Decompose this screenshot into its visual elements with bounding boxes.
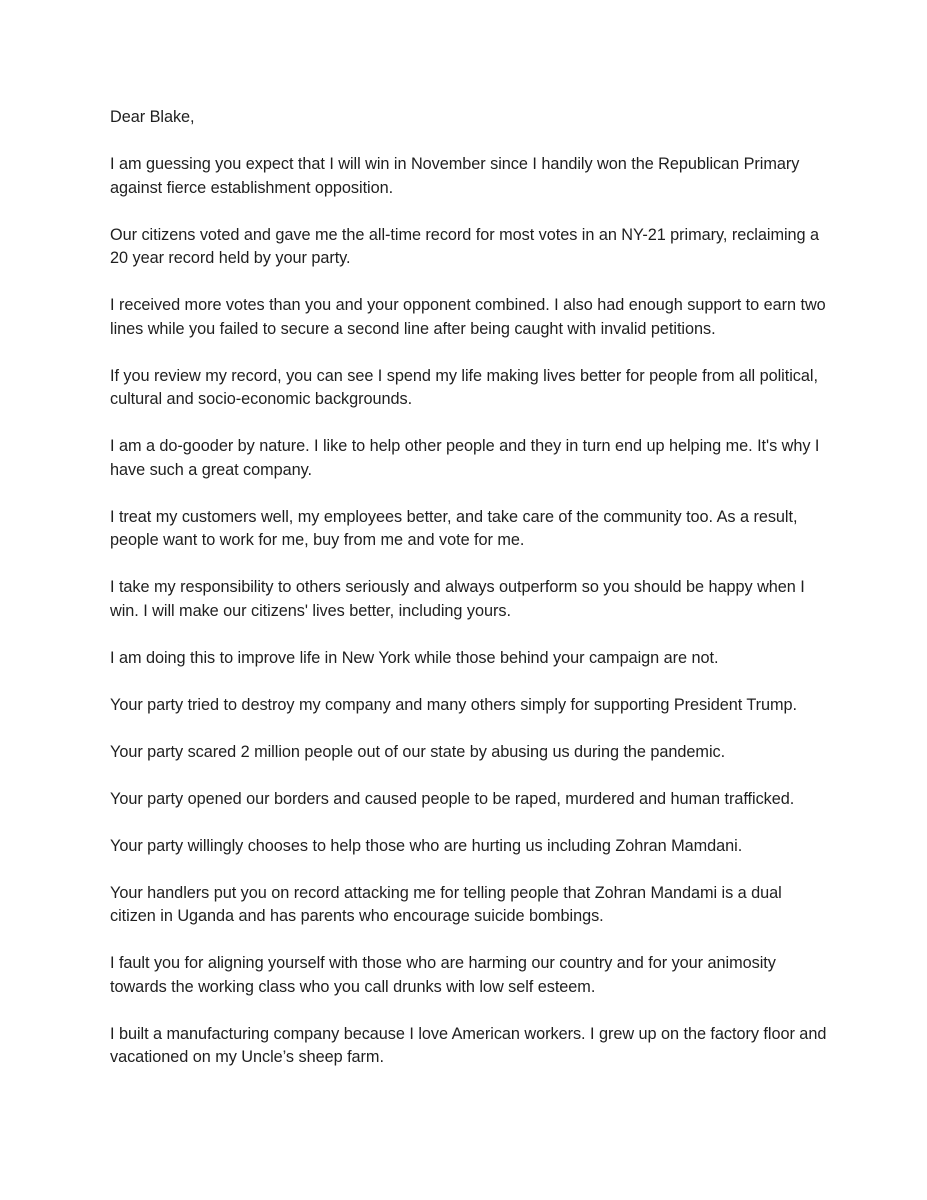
paragraph: I am guessing you expect that I will win in November since I handily won the Republican Primary against fierce establishment opposition. (110, 155, 800, 197)
paragraph: Your handlers put you on record attacking me for telling people that Zohran Mandami is a dual citizen in Uganda and has parents who encourage suicide bombings. (110, 883, 782, 925)
paragraph: I treat my customers well, my employees better, and take care of the community too. As a result, people want to work for me, buy from me and vote for me. (110, 507, 798, 549)
paragraph: I fault you for aligning yourself with those who are harming our country and for your animosity towards the working class who you call drunks with low self esteem. (110, 954, 776, 996)
paragraph: I am a do-gooder by nature. I like to help other people and they in turn end up helping me. It's why I have such a great company. (110, 437, 820, 479)
paragraph: I am doing this to improve life in New York while those behind your campaign are not. (110, 648, 719, 667)
paragraph: Your party willingly chooses to help those who are hurting us including Zohran Mamdani. (110, 836, 743, 855)
paragraph: If you review my record, you can see I spend my life making lives better for people from all political, cultural and socio-economic backgrounds. (110, 366, 818, 408)
letter-body (110, 106, 830, 1093)
paragraph: I take my responsibility to others seriously and always outperform so you should be happy when I win. I will make our citizens' lives better, including yours. (110, 578, 805, 620)
paragraph: Your party tried to destroy my company and many others simply for supporting President Trump. (110, 695, 798, 714)
paragraph: I built a manufacturing company because I love American workers. I grew up on the factory floor and vacationed on my Uncle’s sheep farm. (110, 1024, 827, 1066)
paragraph: Your party scared 2 million people out of our state by abusing us during the pandemic. (110, 742, 726, 761)
salutation: Dear Blake, (110, 108, 195, 126)
paragraph: Your party opened our borders and caused people to be raped, murdered and human trafficked. (110, 789, 795, 808)
paragraph: Our citizens voted and gave me the all-time record for most votes in an NY-21 primary, reclaiming a 20 year record held by your party. (110, 225, 820, 267)
paragraph: I received more votes than you and your opponent combined. I also had enough support to earn two lines while you failed to secure a second line after being caught with invalid petitions. (110, 296, 826, 338)
